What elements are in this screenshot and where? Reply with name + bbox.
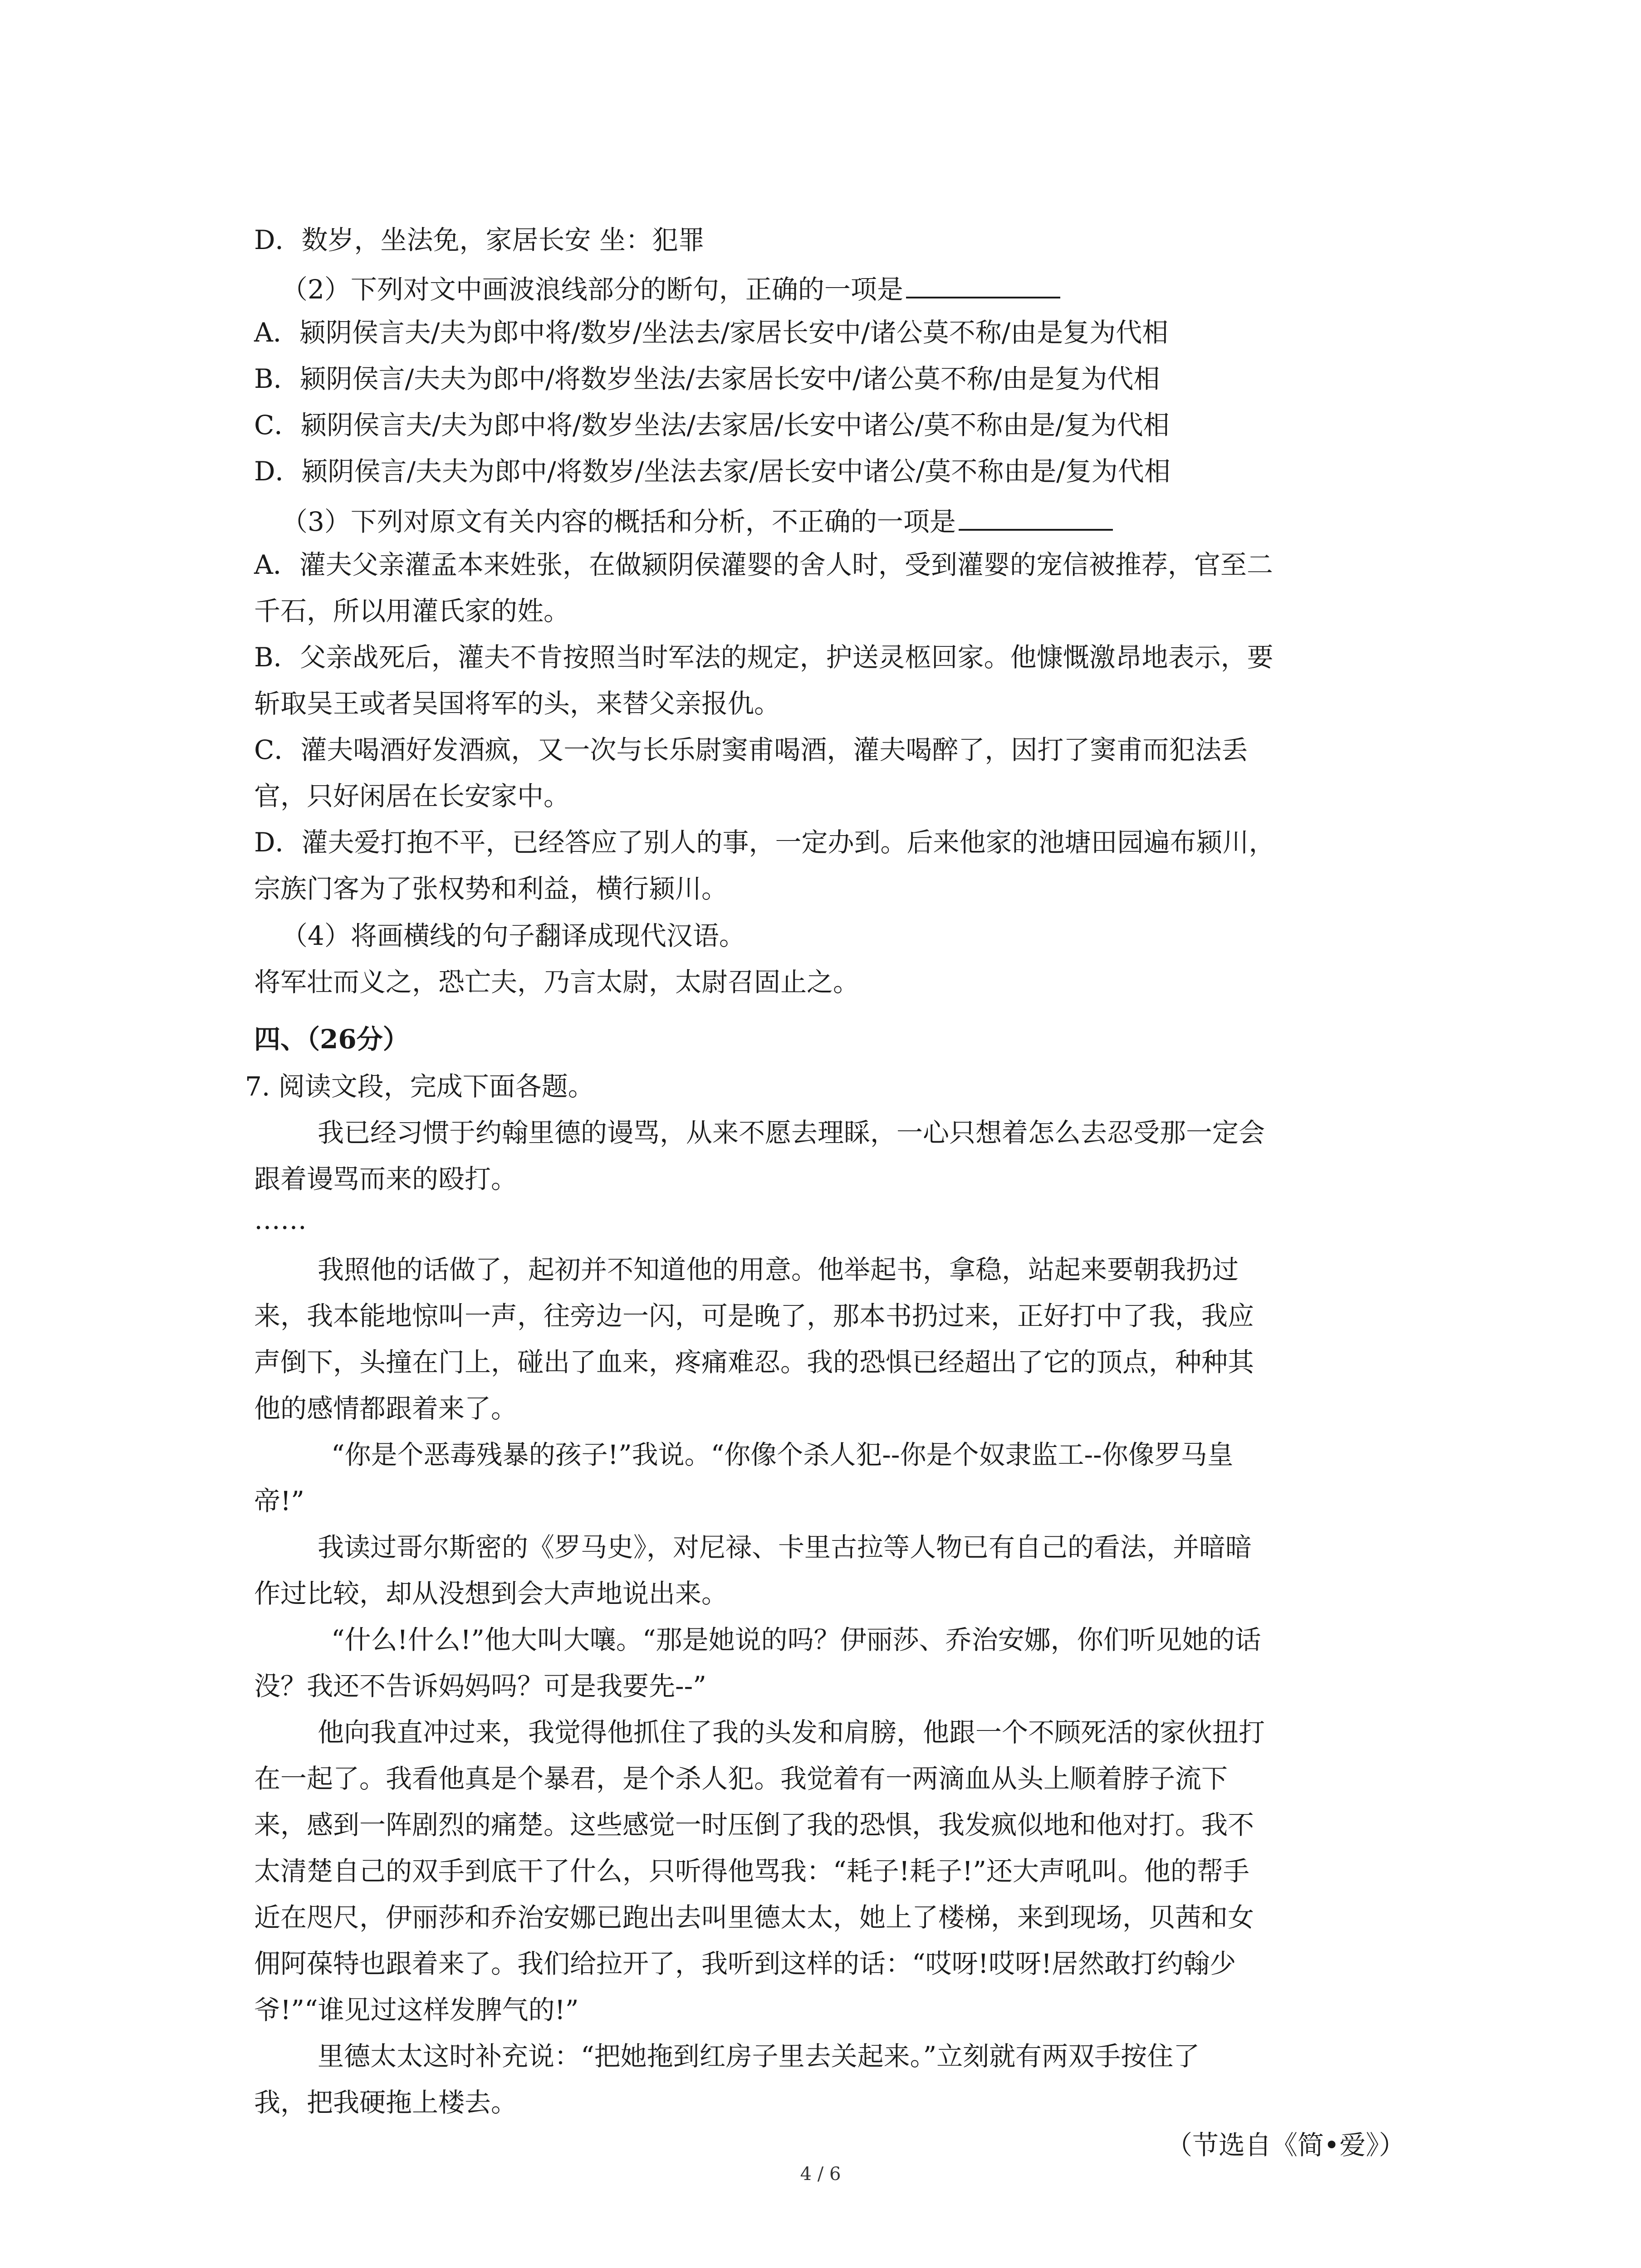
passage-line: “你是个恶毒残暴的孩子!”我说。“你像个杀人犯--你是个奴隶监工--你像罗马皇 <box>331 1439 1234 1470</box>
q2-option-d: D．颍阴侯言/夫夫为郎中/将数岁/坐法去家/居长安中诸公/莫不称由是/复为代相 <box>254 456 1171 487</box>
page-number: 4 / 6 <box>800 2164 841 2185</box>
passage-line: 近在咫尺，伊丽莎和乔治安娜已跑出去叫里德太太，她上了楼梯，来到现场，贝茜和女 <box>254 1902 1254 1933</box>
q3-line: 官，只好闲居在长安家中。 <box>254 781 570 811</box>
passage-line: 佣阿葆特也跟着来了。我们给拉开了，我听到这样的话：“哎呀!哎呀!居然敢打约翰少 <box>254 1948 1236 1979</box>
answer-blank[interactable] <box>906 273 1060 298</box>
passage-line: 我照他的话做了，起初并不知道他的用意。他举起书，拿稳，站起来要朝我扔过 <box>318 1254 1239 1285</box>
passage-line: 来，感到一阵剧烈的痛楚。这些感觉一时压倒了我的恐惧，我发疯似地和他对打。我不 <box>254 1809 1254 1840</box>
answer-blank[interactable] <box>959 505 1113 531</box>
passage-line: 帝!” <box>254 1486 304 1516</box>
q3-stem-text: （3）下列对原文有关内容的概括和分析，不正确的一项是 <box>281 506 956 537</box>
q2-option-a: A．颍阴侯言夫/夫为郎中将/数岁/坐法去/家居长安中/诸公莫不称/由是复为代相 <box>254 317 1169 348</box>
q2-option-c: C．颍阴侯言夫/夫为郎中将/数岁坐法/去家居/长安中诸公/莫不称由是/复为代相 <box>254 410 1170 440</box>
passage-line: 来，我本能地惊叫一声，往旁边一闪，可是晚了，那本书扔过来，正好打中了我，我应 <box>254 1300 1254 1331</box>
passage-line: 作过比较，却从没想到会大声地说出来。 <box>254 1578 728 1609</box>
passage-line: 声倒下，头撞在门上，碰出了血来，疼痛难忍。我的恐惧已经超出了它的顶点，种种其 <box>254 1347 1254 1378</box>
q2-option-b: B．颍阴侯言/夫夫为郎中/将数岁坐法/去家居长安中/诸公莫不称/由是复为代相 <box>254 363 1160 394</box>
passage-line: 他向我直冲过来，我觉得他抓住了我的头发和肩膀，他跟一个不顾死活的家伙扭打 <box>318 1717 1265 1748</box>
q3-line: 斩取吴王或者吴国将军的头，来替父亲报仇。 <box>254 688 781 719</box>
passage-line: 跟着谩骂而来的殴打。 <box>254 1163 518 1194</box>
passage-line: 我，把我硬拖上楼去。 <box>254 2087 518 2118</box>
q3-line: A．灌夫父亲灌孟本来姓张，在做颍阴侯灌婴的舍人时，受到灌婴的宠信被推荐，官至二 <box>254 549 1273 580</box>
q2-stem <box>281 273 1060 303</box>
passage-line: 在一起了。我看他真是个暴君，是个杀人犯。我觉着有一两滴血从头上顺着脖子流下 <box>254 1763 1228 1794</box>
q4-sentence: 将军壮而义之，恐亡夫，乃言太尉，太尉召固止之。 <box>254 967 860 997</box>
passage-line: 里德太太这时补充说：“把她拖到红房子里去关起来。”立刻就有两双手按住了 <box>318 2041 1200 2072</box>
q3-line: B．父亲战死后，灌夫不肯按照当时军法的规定，护送灵柩回家。他慷慨激昂地表示，要 <box>254 642 1274 673</box>
q4-stem: （4）将画横线的句子翻译成现代汉语。 <box>281 920 745 951</box>
section-heading: 四、（26分） <box>254 1024 409 1055</box>
q1-option-d: D．数岁，坐法免，家居长安 坐：犯罪 <box>254 225 705 255</box>
passage-line: 太清楚自己的双手到底干了什么，只听得他骂我：“耗子!耗子!”还大声吼叫。他的帮手 <box>254 1856 1249 1887</box>
q3-line: C．灌夫喝酒好发酒疯，又一次与长乐尉窦甫喝酒，灌夫喝醉了，因打了窦甫而犯法丢 <box>254 734 1248 765</box>
passage-line: 没？我还不告诉妈妈吗？可是我要先--” <box>254 1671 706 1701</box>
passage-source: （节选自《简•爱》） <box>1166 2130 1406 2160</box>
q7-stem: 7. 阅读文段，完成下面各题。 <box>245 1071 594 1102</box>
q3-line: 宗族门客为了张权势和利益，横行颍川。 <box>254 873 728 904</box>
q3-line: 千石，所以用灌氏家的姓。 <box>254 596 570 626</box>
q3-stem <box>281 505 1113 535</box>
passage-ellipsis: …… <box>254 1204 307 1235</box>
passage-line: “什么!什么!”他大叫大嚷。“那是她说的吗？伊丽莎、乔治安娜，你们听见她的话 <box>331 1624 1261 1655</box>
passage-line: 我已经习惯于约翰里德的谩骂，从来不愿去理睬，一心只想着怎么去忍受那一定会 <box>318 1117 1265 1148</box>
passage-line: 他的感情都跟着来了。 <box>254 1393 518 1424</box>
passage-line: 我读过哥尔斯密的《罗马史》，对尼禄、卡里古拉等人物已有自己的看法，并暗暗 <box>318 1532 1252 1563</box>
q3-line: D．灌夫爱打抱不平，已经答应了别人的事，一定办到。后来他家的池塘田园遍布颍川， <box>254 827 1275 858</box>
q2-stem-text: （2）下列对文中画波浪线部分的断句，正确的一项是 <box>281 274 903 305</box>
passage-line: 爷!”“谁见过这样发脾气的!” <box>254 1994 579 2025</box>
